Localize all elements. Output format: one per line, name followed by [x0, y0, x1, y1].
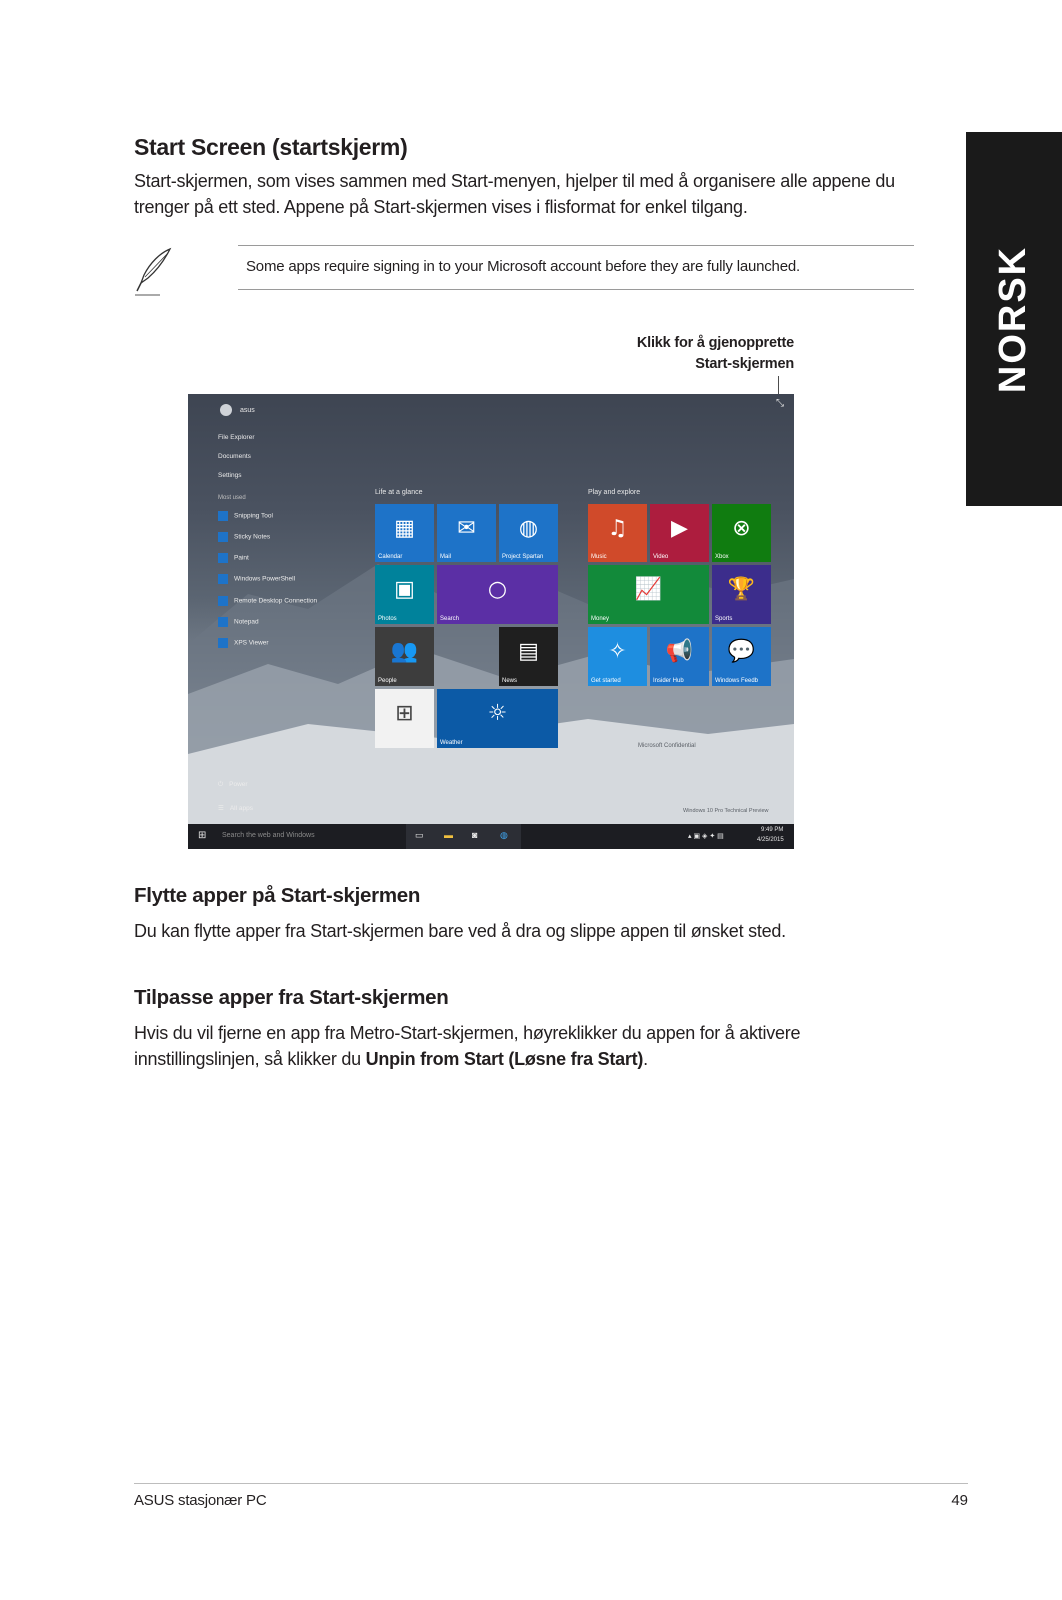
- people-icon: 👥: [390, 639, 419, 664]
- tile-label: Calendar: [378, 554, 403, 560]
- move-apps-heading: Flytte apper på Start-skjermen: [134, 884, 421, 907]
- tile-label: Insider Hub: [653, 678, 684, 684]
- menu-sticky-notes[interactable]: [218, 532, 270, 542]
- xbox-icon: ⊗: [732, 515, 751, 541]
- tile-label: Music: [591, 554, 607, 560]
- tile-label: People: [378, 678, 397, 684]
- tile-photos[interactable]: [375, 565, 434, 624]
- app-icon: [218, 638, 228, 648]
- footer-product: ASUS stasjonær PC: [134, 1492, 267, 1509]
- menu-remote-desktop[interactable]: [218, 596, 317, 606]
- tile-news[interactable]: [499, 627, 558, 686]
- tile-label: Get started: [591, 678, 621, 684]
- page-number: 49: [951, 1492, 968, 1509]
- note-box: [238, 245, 914, 290]
- app-icon: [218, 617, 228, 627]
- lightbulb-icon: ✧: [608, 639, 627, 664]
- mail-icon: ✉: [457, 515, 476, 541]
- callout-label: [560, 333, 794, 375]
- language-tab-label-wrap: [966, 132, 1062, 506]
- footer-divider: [134, 1483, 968, 1484]
- tile-mail[interactable]: [437, 504, 496, 562]
- clock-date: 4/25/2015: [757, 837, 784, 843]
- app-icon: [218, 574, 228, 584]
- customize-text-start: Hvis du vil fjerne en app fra Metro-Start-skjermen, høyreklikker du appen for å aktivere innstillingslinjen, så klikker du: [134, 1023, 801, 1069]
- tile-insider-hub[interactable]: [650, 627, 709, 686]
- watermark-title: Microsoft Confidential: [638, 743, 696, 749]
- photo-icon: ▣: [394, 577, 415, 602]
- intro-paragraph: Start-skjermen, som vises sammen med Start-menyen, hjelper til med å organisere alle appene du trenger på ett sted. Appene på Start-skjermen vises i flisformat for enkel tilgang.: [134, 171, 895, 217]
- tile-money[interactable]: [588, 565, 709, 624]
- tile-search[interactable]: [437, 565, 558, 624]
- group-life-at-a-glance: Life at a glance: [375, 489, 423, 496]
- search-box[interactable]: Search the web and Windows: [222, 832, 315, 839]
- menu-power[interactable]: [218, 780, 248, 789]
- language-tab-label: NORSK: [992, 245, 1035, 393]
- calendar-icon: ▦: [394, 515, 415, 541]
- section-title: Start Screen (startskjerm): [134, 134, 408, 160]
- cortana-icon: ○: [487, 577, 508, 602]
- callout-line-2: Start-skjermen: [695, 356, 794, 372]
- tile-label: Mail: [440, 554, 452, 560]
- move-apps-text: Du kan flytte apper fra Start-skjermen bare ved å dra og slippe appen til ønsket sted.: [134, 921, 786, 941]
- tile-weather[interactable]: [437, 689, 558, 748]
- clock-time: 9:49 PM: [761, 827, 784, 833]
- tile-label: Windows Feedb: [715, 678, 759, 684]
- app-icon: [218, 553, 228, 563]
- tile-label: Money: [591, 616, 610, 622]
- news-icon: ▤: [518, 639, 539, 664]
- taskbar-apps: [406, 824, 521, 849]
- tile-video[interactable]: [650, 504, 709, 562]
- tile-label: Sports: [715, 616, 733, 622]
- power-icon: ⏻: [218, 780, 224, 788]
- browser-icon[interactable]: ◍: [500, 830, 508, 840]
- menu-item-label: Sticky Notes: [234, 533, 271, 541]
- menu-item-label: Windows PowerShell: [234, 575, 296, 583]
- menu-item-label: Paint: [234, 554, 249, 562]
- tile-xbox[interactable]: [712, 504, 771, 562]
- video-icon: ▶: [671, 515, 688, 541]
- system-tray-icons[interactable]: ▴ ▣ ◈ ✦ ▤: [688, 833, 724, 840]
- list-icon: ☰: [218, 804, 224, 812]
- restore-icon[interactable]: ⤡: [776, 398, 784, 409]
- customize-apps-text: [134, 1020, 914, 1072]
- menu-file-explorer[interactable]: File Explorer: [218, 434, 255, 441]
- callout-line-1: Klikk for å gjenopprette: [636, 335, 794, 351]
- tile-label: Xbox: [715, 554, 729, 560]
- menu-item-label: XPS Viewer: [234, 639, 269, 647]
- customize-apps-heading: Tilpasse apper fra Start-skjermen: [134, 986, 449, 1009]
- menu-documents[interactable]: Documents: [218, 453, 251, 460]
- unpin-label: Unpin from Start (Løsne fra Start): [365, 1049, 644, 1069]
- tile-label: Project Spartan: [502, 554, 544, 560]
- sun-icon: ☼: [487, 701, 508, 726]
- tile-label: Video: [653, 554, 669, 560]
- taskbar: [188, 824, 794, 849]
- start-screen-screenshot: [188, 394, 794, 849]
- menu-item-label: Snipping Tool: [234, 512, 273, 520]
- tile-label: Photos: [378, 616, 397, 622]
- tile-music[interactable]: [588, 504, 647, 562]
- tile-label: Search: [440, 616, 460, 622]
- avatar[interactable]: [220, 404, 232, 416]
- store-taskbar-icon[interactable]: ◙: [472, 830, 478, 840]
- menu-item-label: Remote Desktop Connection: [234, 597, 318, 605]
- menu-item-label: All apps: [229, 805, 253, 812]
- megaphone-icon: 📢: [665, 639, 694, 664]
- menu-xps-viewer[interactable]: [218, 638, 269, 648]
- windows-logo-icon[interactable]: ⊞: [198, 830, 207, 841]
- trophy-icon: 🏆: [727, 577, 756, 602]
- tile-label: Weather: [440, 740, 463, 746]
- app-icon: [218, 532, 228, 542]
- task-view-icon[interactable]: ▭: [415, 830, 424, 840]
- folder-icon[interactable]: ▬: [444, 830, 453, 840]
- menu-item-label: Power: [229, 781, 248, 788]
- tile-people[interactable]: [375, 627, 434, 686]
- tile-store[interactable]: [375, 689, 434, 748]
- store-icon: ⊞: [395, 701, 414, 726]
- menu-paint[interactable]: [218, 553, 249, 563]
- menu-settings[interactable]: Settings: [218, 472, 242, 479]
- customize-text-end: .: [643, 1049, 648, 1069]
- menu-powershell[interactable]: [218, 574, 295, 584]
- tile-windows-feedback[interactable]: [712, 627, 771, 686]
- pen-icon: [132, 247, 174, 299]
- group-play-and-explore: Play and explore: [588, 489, 641, 496]
- most-used-label: Most used: [218, 495, 246, 501]
- menu-all-apps[interactable]: [218, 804, 253, 812]
- feedback-icon: 💬: [727, 639, 756, 664]
- tile-label: News: [502, 678, 518, 684]
- app-icon: [218, 511, 228, 521]
- user-name: asus: [240, 407, 255, 414]
- tile-project-spartan[interactable]: [499, 504, 558, 562]
- app-icon: [218, 596, 228, 606]
- globe-icon: ◍: [518, 515, 539, 541]
- headphones-icon: ♫: [607, 515, 628, 541]
- chart-icon: 📈: [634, 577, 663, 602]
- menu-notepad[interactable]: [218, 617, 259, 627]
- menu-snipping-tool[interactable]: [218, 511, 273, 521]
- tile-get-started[interactable]: [588, 627, 647, 686]
- tile-sports[interactable]: [712, 565, 771, 624]
- build-label: Windows 10 Pro Technical Preview: [683, 808, 769, 814]
- language-tab: [966, 132, 1062, 506]
- note-text: Some apps require signing in to your Microsoft account before they are fully launched.: [246, 258, 800, 275]
- tile-calendar[interactable]: [375, 504, 434, 562]
- menu-item-label: Notepad: [234, 618, 259, 626]
